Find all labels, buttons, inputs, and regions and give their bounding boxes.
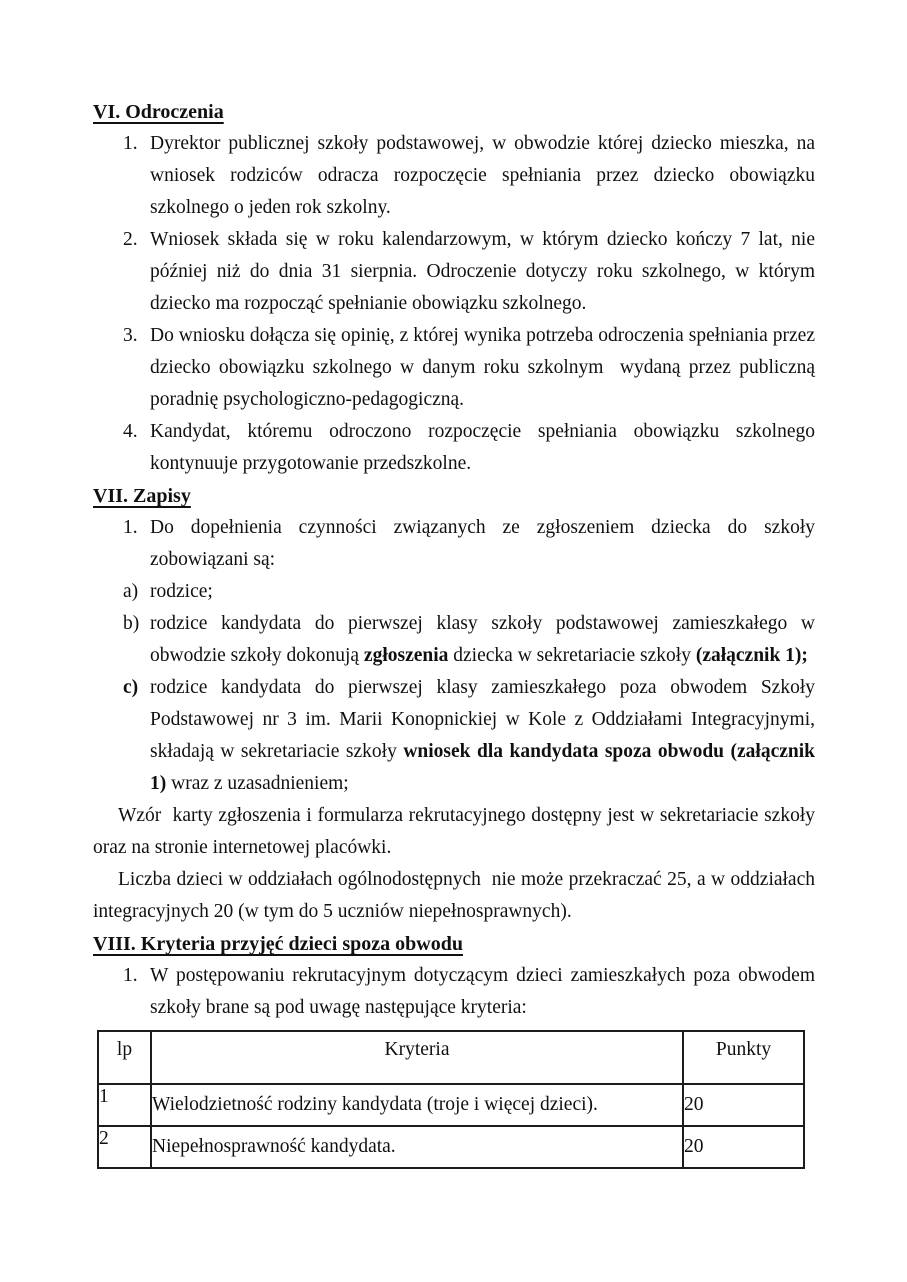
list-item-marker: 4. [123, 421, 138, 442]
list-item-text: Wniosek składa się w roku kalendarzowym, w którym dziecko kończy 7 lat, nie później niż do dnia 31 sierpnia. Odroczenie dotyczy roku szkolnego, w którym dziecko ma rozpocząć spełnianie obowiązku szkolnego. [150, 229, 815, 314]
list-item-viii-1 [93, 960, 815, 1024]
list-item-marker: c) [123, 677, 139, 698]
list-item-marker: 1. [123, 965, 138, 986]
cell-lp: 2 [98, 1126, 151, 1168]
list-item-vi-4 [93, 416, 815, 480]
table-row [98, 1126, 804, 1168]
section-viii-heading: VIII. Kryteria przyjęć dzieci spoza obwodu [93, 933, 463, 955]
text-segment: rodzice kandydata do pierwszej klasy szkoły podstawowej zamieszkałego w obwodzie szkoły dokonują [150, 613, 815, 666]
text-segment: dziecka w sekretariacie szkoły [448, 645, 696, 666]
list-item-marker: b) [123, 613, 140, 634]
cell-lp: 1 [98, 1084, 151, 1126]
list-item-vii-a [93, 576, 815, 608]
table-row [98, 1084, 804, 1126]
list-item-marker: a) [123, 581, 139, 602]
list-item-vii-1 [93, 512, 815, 576]
text-segment: rodzice kandydata do pierwszej klasy zamieszkałego poza obwodem Szkoły Podstawowej nr 3 im. Marii Konopnickiej w Kole z Oddziałami Integracyjnymi, składają w sekretariacie szkoły [150, 677, 815, 762]
list-item-marker: 1. [123, 133, 138, 154]
cell-points: 20 [683, 1084, 804, 1126]
list-item-vi-3 [93, 320, 815, 416]
paragraph-wzor-karty: Wzór karty zgłoszenia i formularza rekrutacyjnego dostępny jest w sekretariacie szkoły oraz na stronie internetowej placówki. [93, 805, 815, 858]
list-item-vii-b [93, 608, 815, 672]
list-item-text: rodzice; [150, 581, 213, 602]
criteria-table-header-row [98, 1031, 804, 1084]
list-item-text: Do dopełnienia czynności związanych ze zgłoszeniem dziecka do szkoły zobowiązani są: [150, 517, 815, 570]
list-item-vii-c [93, 672, 815, 800]
cell-criteria: Wielodzietność rodziny kandydata (troje i więcej dzieci). [151, 1084, 683, 1126]
cell-points: 20 [683, 1126, 804, 1168]
list-item-text: Do wniosku dołącza się opinię, z której wynika potrzeba odroczenia spełniania przez dziecko obowiązku szkolnego w danym roku szkolnym wydaną przez publiczną poradnię psychologiczno-pedagogiczną. [150, 325, 815, 410]
column-header-points: Punkty [683, 1031, 804, 1084]
list-item-vi-2 [93, 224, 815, 320]
paragraph-liczba-dzieci: Liczba dzieci w oddziałach ogólnodostępnych nie może przekraczać 25, a w oddziałach integracyjnych 20 (w tym do 5 uczniów niepełnosprawnych). [93, 869, 815, 922]
text-segment-bold: (załącznik 1); [695, 645, 808, 666]
list-item-text: Kandydat, któremu odroczono rozpoczęcie spełniania obowiązku szkolnego kontynuuje przygotowanie przedszkolne. [150, 421, 815, 474]
list-item-marker: 3. [123, 325, 138, 346]
list-item-vi-1 [93, 128, 815, 224]
text-segment: wraz z uzasadnieniem; [166, 773, 349, 794]
cell-criteria: Niepełnosprawność kandydata. [151, 1126, 683, 1168]
document-content [93, 96, 815, 1169]
list-item-marker: 1. [123, 517, 138, 538]
section-vi-heading: VI. Odroczenia [93, 101, 224, 123]
list-item-marker: 2. [123, 229, 138, 250]
section-vii-heading: VII. Zapisy [93, 485, 191, 507]
text-segment-bold: wniosek dla kandydata spoza obwodu (załącznik 1) [150, 741, 815, 794]
text-segment-bold: zgłoszenia [363, 645, 449, 666]
list-item-text: Dyrektor publicznej szkoły podstawowej, w obwodzie której dziecko mieszka, na wniosek rodziców odracza rozpoczęcie spełniania przez dziecko obowiązku szkolnego o jeden rok szkolny. [150, 133, 815, 218]
column-header-lp: lp [98, 1031, 151, 1084]
criteria-table [97, 1030, 805, 1169]
list-item-text [150, 608, 815, 672]
list-item-text [150, 672, 815, 800]
list-item-text: W postępowaniu rekrutacyjnym dotyczącym dzieci zamieszkałych poza obwodem szkoły brane są pod uwagę następujące kryteria: [150, 965, 815, 1018]
column-header-criteria: Kryteria [151, 1031, 683, 1084]
